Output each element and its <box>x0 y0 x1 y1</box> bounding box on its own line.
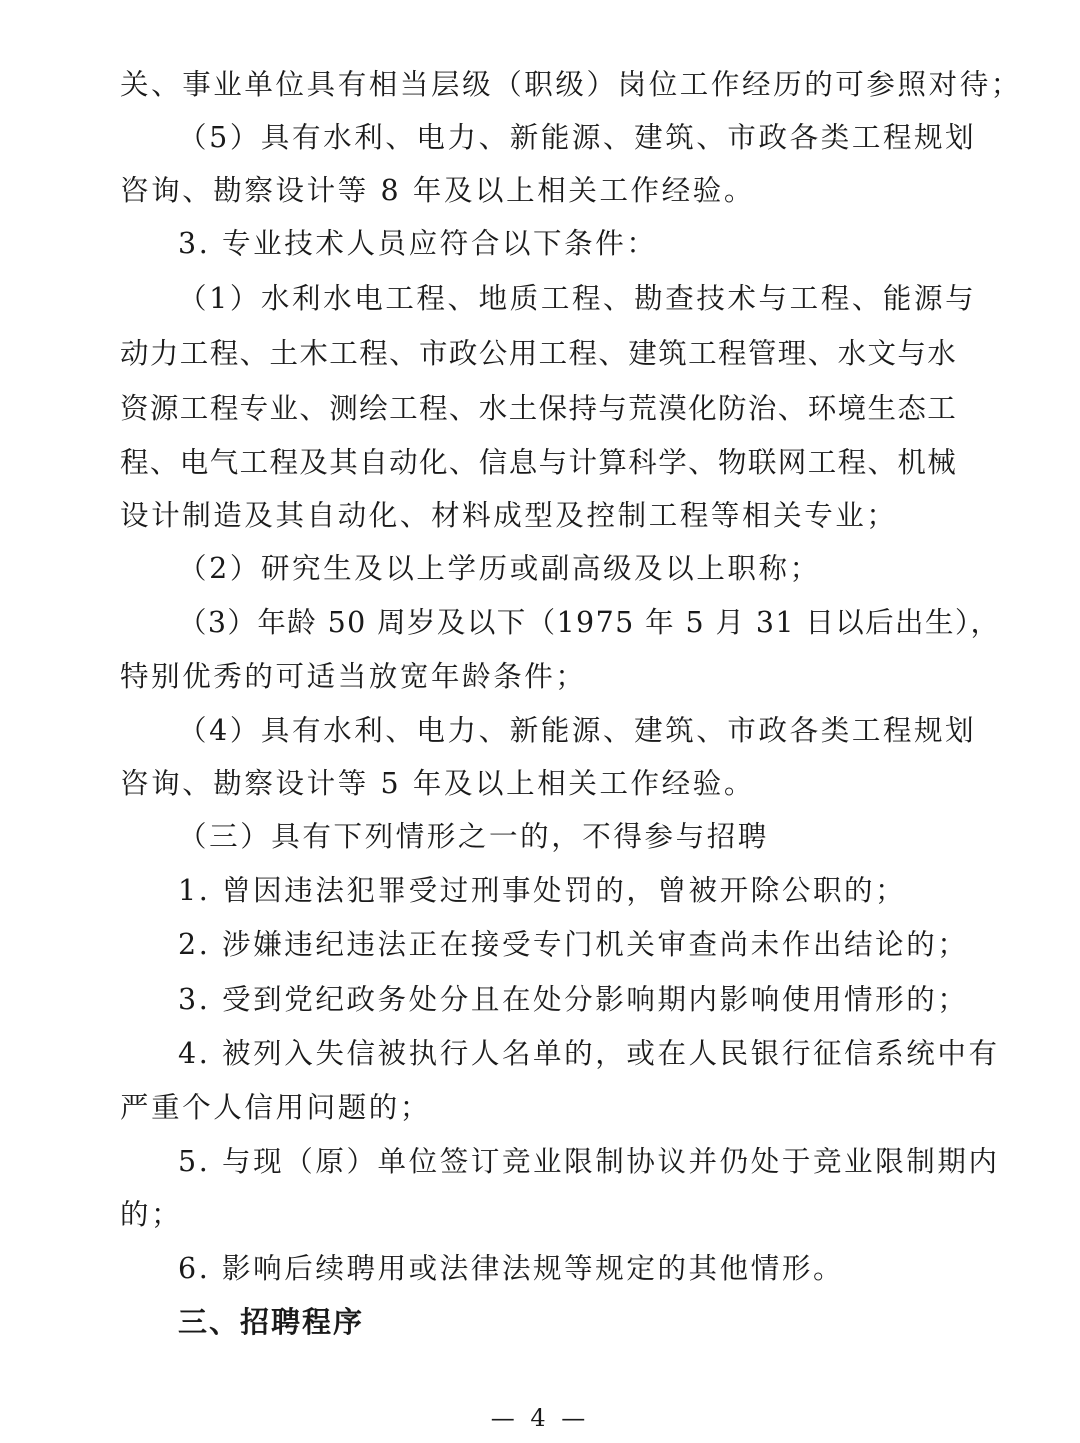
text-line-4: 3. 专业技术人员应符合以下条件： <box>178 227 658 260</box>
text-line-6: 动力工程、土木工程、市政公用工程、建筑工程管理、水文与水 <box>120 337 958 370</box>
section-heading: 三、招聘程序 <box>178 1305 365 1339</box>
text-line-20: 严重个人信用问题的； <box>120 1091 432 1124</box>
text-line-10: （2）研究生及以上学历或副高级及以上职称； <box>178 552 821 585</box>
text-line-16: 1. 曾因违法犯罪受过刑事处罚的，曾被开除公职的； <box>178 874 907 907</box>
text-line-17: 2. 涉嫌违纪违法正在接受专门机关审查尚未作出结论的； <box>178 928 969 961</box>
text-line-18: 3. 受到党纪政务处分且在处分影响期内影响使用情形的； <box>178 983 969 1016</box>
text-line-7: 资源工程专业、测绘工程、水土保持与荒漠化防治、环境生态工 <box>120 392 958 425</box>
text-line-12: 特别优秀的可适当放宽年龄条件； <box>120 660 587 693</box>
text-line-13: （4）具有水利、电力、新能源、建筑、市政各类工程规划 <box>178 714 977 747</box>
text-line-15: （三）具有下列情形之一的，不得参与招聘 <box>178 820 769 853</box>
text-line-14: 咨询、勘察设计等 5 年及以上相关工作经验。 <box>120 767 755 800</box>
text-line-9: 设计制造及其自动化、材料成型及控制工程等相关专业； <box>120 499 898 532</box>
text-line-11: （3）年龄 50 周岁及以下（1975 年 5 月 31 日以后出生）， <box>178 606 1001 639</box>
text-line-3: 咨询、勘察设计等 8 年及以上相关工作经验。 <box>120 174 755 207</box>
text-line-2: （5）具有水利、电力、新能源、建筑、市政各类工程规划 <box>178 121 977 154</box>
text-line-23: 6. 影响后续聘用或法律法规等规定的其他情形。 <box>178 1252 845 1285</box>
text-line-22: 的； <box>120 1198 183 1231</box>
text-line-5: （1）水利水电工程、地质工程、勘查技术与工程、能源与 <box>178 282 977 315</box>
text-line-19: 4. 被列入失信被执行人名单的，或在人民银行征信系统中有 <box>178 1037 1000 1070</box>
text-line-8: 程、电气工程及其自动化、信息与计算科学、物联网工程、机械 <box>120 446 958 479</box>
text-line-1: 关、事业单位具有相当层级（职级）岗位工作经历的可参照对待； <box>120 68 1022 101</box>
text-line-21: 5. 与现（原）单位签订竞业限制协议并仍处于竞业限制期内 <box>178 1145 1000 1178</box>
page-number: — 4 — <box>490 1404 590 1432</box>
